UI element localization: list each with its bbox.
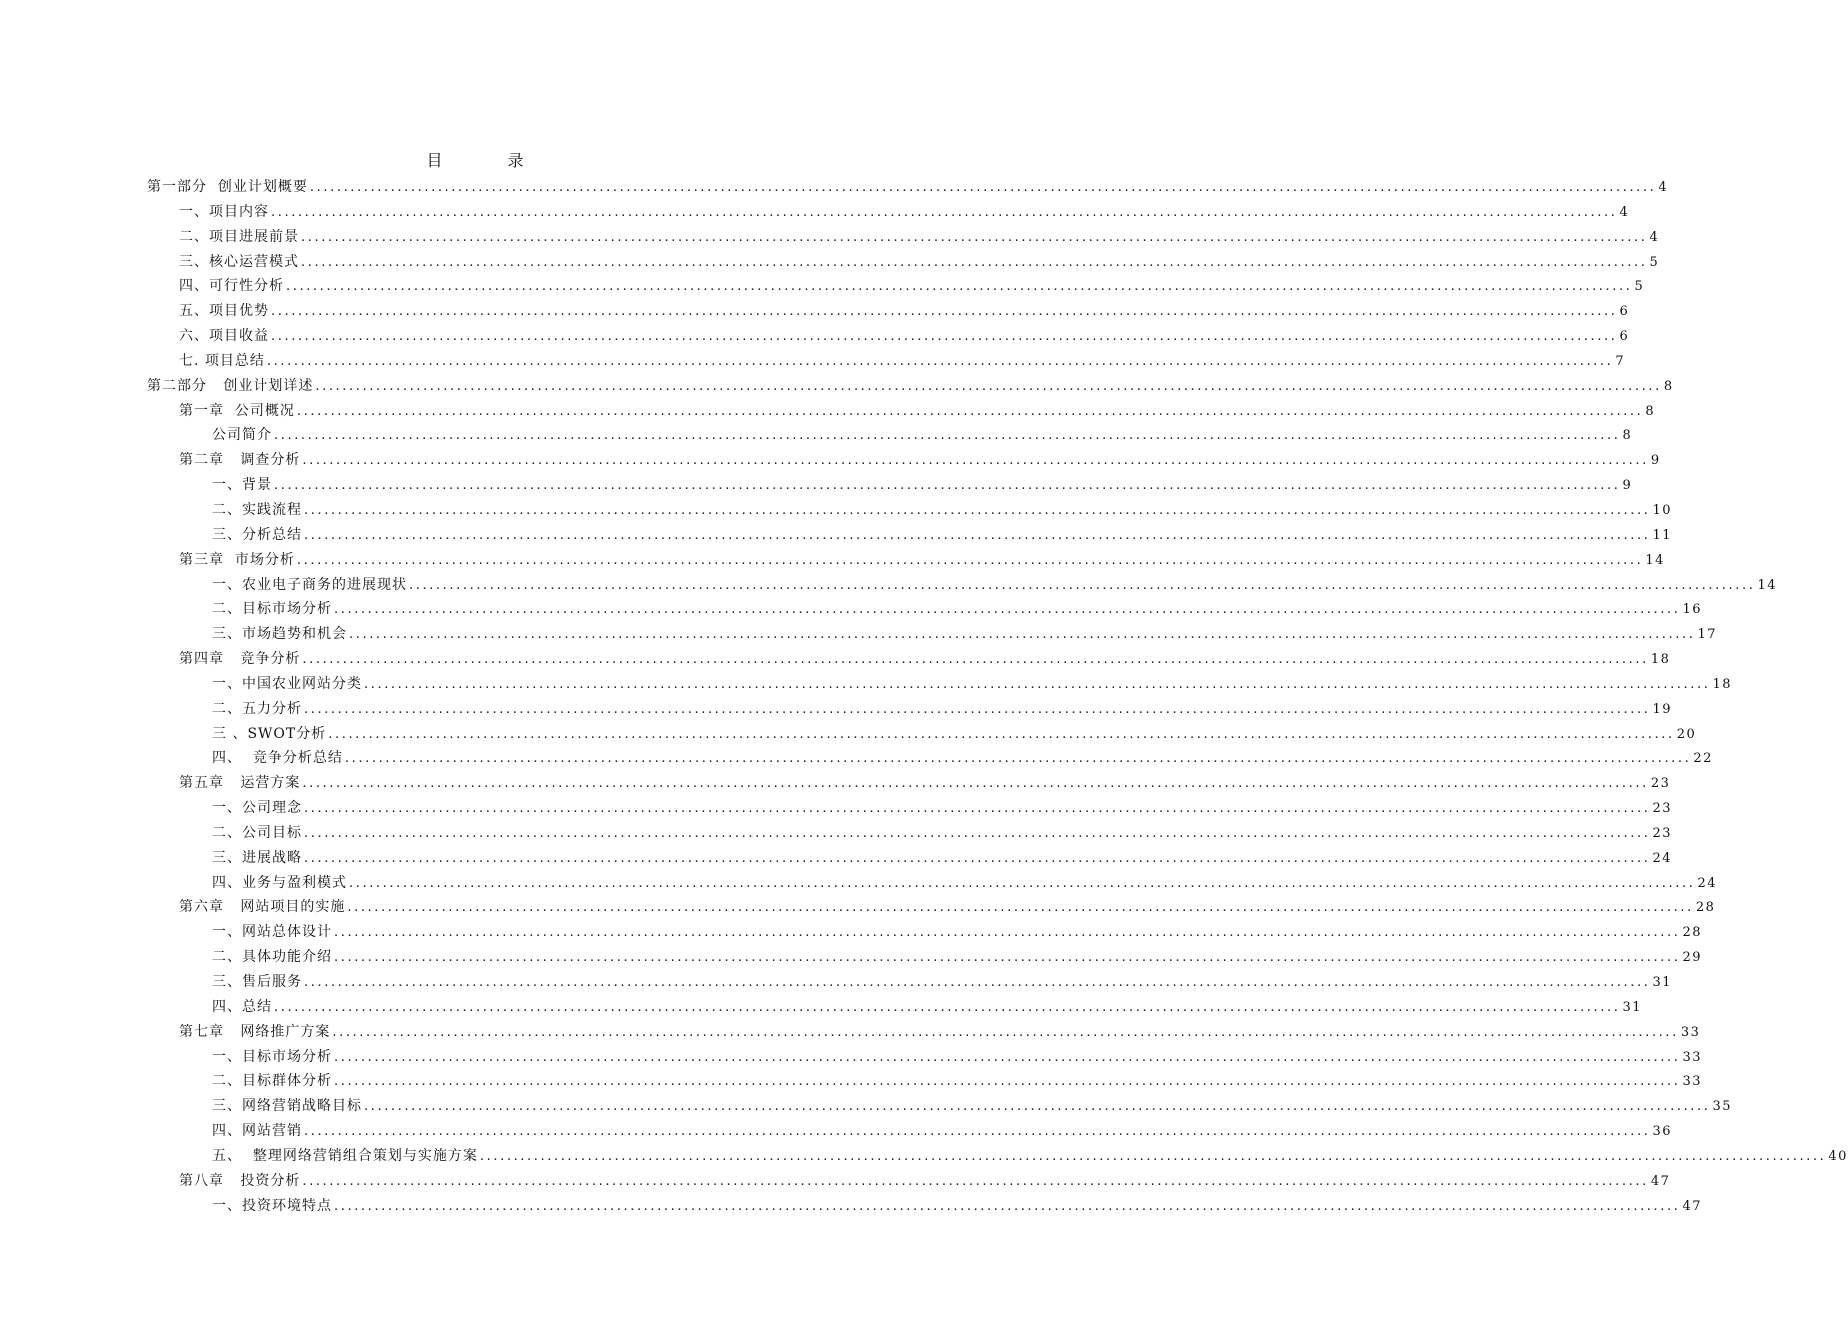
toc-entry[interactable] (147, 821, 1673, 846)
toc-entry-page-number: 8 (1645, 403, 1656, 419)
toc-entry-page-number: 4 (1649, 229, 1660, 245)
toc-entry-text: 七. 项目总结 (179, 352, 265, 369)
toc-entry-page-number: 23 (1650, 776, 1671, 792)
toc-entry-page-number: 19 (1652, 701, 1673, 717)
toc-entry[interactable] (147, 349, 1626, 374)
toc-entry-page-number: 17 (1697, 627, 1718, 643)
toc-entry-page-number: 23 (1652, 801, 1673, 817)
toc-entry-text: 第一章 公司概况 (179, 402, 295, 419)
toc-entry-page-number: 47 (1682, 1198, 1703, 1214)
toc-dot-leader: ........................................................................................................................................................................................................ (364, 1099, 1711, 1115)
toc-entry[interactable] (147, 1045, 1703, 1070)
toc-entry-text: 四、网站营销 (212, 1123, 302, 1140)
toc-dot-leader: ........................................................................................................................................................................................................ (344, 751, 1692, 767)
toc-entry[interactable] (147, 970, 1673, 995)
toc-entry-page-number: 24 (1697, 875, 1718, 891)
toc-entry-text: 五、项目优势 (179, 303, 269, 320)
toc-entry[interactable] (147, 895, 1716, 920)
toc-entry-page-number: 18 (1650, 652, 1671, 668)
toc-entry[interactable] (147, 523, 1673, 548)
toc-entry-page-number: 8 (1622, 428, 1633, 444)
toc-dot-leader: ........................................................................................................................................................................................................ (328, 726, 1675, 742)
toc-entry[interactable] (147, 573, 1778, 598)
toc-entry-page-number: 28 (1695, 900, 1716, 916)
toc-entry-page-number: 40 (1828, 1148, 1848, 1164)
toc-entry-page-number: 11 (1652, 527, 1673, 543)
toc-dot-leader: ........................................................................................................................................................................................................ (304, 502, 1651, 518)
toc-entry[interactable] (147, 746, 1713, 771)
toc-entry-text: 第二章 调查分析 (179, 452, 301, 469)
toc-entry-page-number: 6 (1619, 329, 1630, 345)
toc-dot-leader: ........................................................................................................................................................................................................ (296, 552, 1644, 568)
toc-title: 目 录 (426, 151, 554, 170)
toc-entry[interactable] (147, 324, 1630, 349)
toc-dot-leader: ........................................................................................................................................................................................................ (296, 403, 1644, 419)
toc-entry-page-number: 5 (1634, 279, 1645, 295)
toc-entry-page-number: 4 (1658, 180, 1669, 195)
toc-dot-leader: ........................................................................................................................................................................................................ (301, 254, 1648, 270)
toc-dot-leader: ........................................................................................................................................................................................................ (271, 304, 1618, 320)
toc-entry[interactable] (147, 597, 1703, 622)
toc-entry-text: 第二部分 创业计划详述 (147, 377, 314, 394)
toc-entry[interactable] (147, 498, 1673, 523)
toc-entry-text: 五、 整理网络营销组合策划与实施方案 (212, 1147, 478, 1164)
toc-entry-text: 四、可行性分析 (179, 278, 284, 295)
toc-entry-text: 二、具体功能介绍 (212, 949, 332, 966)
toc-dot-leader: ........................................................................................................................................................................................................ (266, 353, 1614, 369)
toc-entry-text: 三、核心运营模式 (179, 253, 299, 270)
toc-entry-text: 四、总结 (212, 998, 272, 1015)
toc-entry[interactable] (147, 423, 1633, 448)
toc-dot-leader: ........................................................................................................................................................................................................ (302, 652, 1649, 668)
toc-entry[interactable] (147, 1094, 1733, 1119)
toc-entry-text: 三、进展战略 (212, 849, 302, 866)
toc-dot-leader: ........................................................................................................................................................................................................ (302, 453, 1649, 469)
toc-dot-leader: ........................................................................................................................................................................................................ (304, 975, 1651, 990)
toc-dot-leader: ........................................................................................................................................................................................................ (409, 577, 1756, 593)
toc-entry-page-number: 47 (1650, 1173, 1671, 1189)
toc-entry-page-number: 4 (1619, 204, 1630, 220)
toc-entry-page-number: 33 (1682, 1049, 1703, 1065)
toc-entry-page-number: 24 (1652, 850, 1673, 866)
toc-dot-leader: ........................................................................................................................................................................................................ (301, 229, 1648, 245)
toc-entry-page-number: 28 (1682, 925, 1703, 941)
toc-dot-leader: ........................................................................................................................................................................................................ (304, 850, 1651, 866)
toc-dot-leader: ........................................................................................................................................................................................................ (309, 180, 1657, 195)
toc-entry-page-number: 10 (1652, 502, 1673, 518)
toc-entry[interactable] (147, 622, 1718, 647)
toc-entry-page-number: 31 (1652, 975, 1673, 990)
toc-dot-leader: ........................................................................................................................................................................................................ (315, 378, 1662, 394)
toc-entry[interactable] (147, 672, 1733, 697)
toc-dot-leader: ........................................................................................................................................................................................................ (347, 900, 1694, 916)
toc-dot-leader: ........................................................................................................................................................................................................ (349, 875, 1696, 891)
toc-entry-page-number: 5 (1649, 254, 1660, 270)
toc-entry-text: 四、 竞争分析总结 (212, 750, 343, 767)
toc-entry-text: 三、售后服务 (212, 974, 302, 990)
toc-entry[interactable] (147, 771, 1671, 796)
toc-entry-page-number: 6 (1619, 304, 1630, 320)
toc-entry[interactable] (147, 200, 1630, 225)
toc-dot-leader: ........................................................................................................................................................................................................ (304, 825, 1651, 841)
toc-list (147, 175, 1848, 1218)
toc-entry-page-number: 18 (1712, 676, 1733, 692)
toc-dot-leader: ........................................................................................................................................................................................................ (332, 1024, 1679, 1040)
toc-entry-text: 四、业务与盈利模式 (212, 874, 347, 891)
toc-entry-text: 三、网络营销战略目标 (212, 1098, 362, 1115)
toc-dot-leader: ........................................................................................................................................................................................................ (304, 701, 1651, 717)
toc-dot-leader: ........................................................................................................................................................................................................ (302, 776, 1649, 792)
toc-entry-text: 一、目标市场分析 (212, 1048, 332, 1065)
toc-dot-leader: ........................................................................................................................................................................................................ (334, 950, 1681, 966)
toc-entry[interactable] (147, 374, 1674, 399)
toc-entry-text: 一、中国农业网站分类 (212, 675, 362, 692)
toc-entry[interactable] (147, 1194, 1703, 1219)
toc-dot-leader: ........................................................................................................................................................................................................ (271, 329, 1618, 345)
toc-entry-text: 三、市场趋势和机会 (212, 626, 347, 643)
toc-entry-text: 二、五力分析 (212, 700, 302, 717)
toc-entry-page-number: 8 (1663, 378, 1674, 394)
toc-dot-leader: ........................................................................................................................................................................................................ (304, 801, 1651, 817)
toc-entry-page-number: 33 (1680, 1024, 1701, 1040)
toc-entry[interactable] (147, 274, 1645, 299)
toc-entry[interactable] (147, 225, 1660, 250)
toc-entry-text: 第三章 市场分析 (179, 551, 295, 568)
toc-entry-page-number: 16 (1682, 602, 1703, 618)
toc-entry[interactable] (147, 175, 1669, 200)
toc-entry-text: 六、项目收益 (179, 328, 269, 345)
toc-entry-text: 一、公司理念 (212, 800, 302, 817)
toc-entry-text: 第一部分 创业计划概要 (147, 179, 308, 195)
toc-entry-text: 二、目标市场分析 (212, 601, 332, 618)
toc-entry-text: 一、网站总体设计 (212, 924, 332, 941)
toc-entry-text: 一、投资环境特点 (212, 1197, 332, 1214)
toc-entry[interactable] (147, 697, 1673, 722)
toc-dot-leader: ........................................................................................................................................................................................................ (334, 1198, 1681, 1214)
toc-dot-leader: ........................................................................................................................................................................................................ (274, 999, 1621, 1015)
toc-dot-leader: ........................................................................................................................................................................................................ (271, 204, 1618, 220)
toc-entry-page-number: 29 (1682, 950, 1703, 966)
toc-dot-leader: ........................................................................................................................................................................................................ (334, 1074, 1681, 1090)
toc-entry-text: 三 、SWOT分析 (212, 725, 327, 742)
toc-entry-page-number: 20 (1676, 726, 1697, 742)
toc-entry-page-number: 35 (1712, 1099, 1733, 1115)
toc-entry[interactable] (147, 548, 1665, 573)
toc-entry[interactable] (147, 647, 1671, 672)
toc-dot-leader: ........................................................................................................................................................................................................ (274, 478, 1621, 494)
toc-entry[interactable] (147, 920, 1703, 945)
toc-dot-leader: ........................................................................................................................................................................................................ (302, 1173, 1649, 1189)
toc-entry-text: 二、公司目标 (212, 824, 302, 841)
toc-entry-text: 第六章 网站项目的实施 (179, 899, 346, 916)
toc-dot-leader: ........................................................................................................................................................................................................ (334, 602, 1681, 618)
toc-entry-page-number: 22 (1693, 751, 1713, 767)
toc-entry-page-number: 9 (1622, 478, 1633, 494)
toc-entry-page-number: 14 (1757, 577, 1778, 593)
toc-dot-leader: ........................................................................................................................................................................................................ (286, 279, 1633, 295)
toc-entry-page-number: 14 (1645, 552, 1665, 568)
toc-entry[interactable] (147, 871, 1718, 896)
toc-entry-text: 二、目标群体分析 (212, 1073, 332, 1090)
toc-entry-text: 一、农业电子商务的进展现状 (212, 576, 407, 593)
toc-entry-page-number: 36 (1652, 1124, 1673, 1140)
toc-entry[interactable] (147, 299, 1630, 324)
toc-entry-page-number: 23 (1652, 825, 1673, 841)
toc-entry[interactable] (147, 399, 1656, 424)
toc-entry[interactable] (147, 1144, 1848, 1169)
toc-entry-page-number: 33 (1682, 1074, 1703, 1090)
toc-entry[interactable] (147, 1069, 1703, 1094)
toc-entry[interactable] (147, 722, 1697, 747)
toc-entry-text: 第四章 竞争分析 (179, 651, 301, 668)
toc-entry[interactable] (147, 473, 1633, 498)
toc-entry[interactable] (147, 1169, 1671, 1194)
toc-entry[interactable] (147, 1119, 1673, 1144)
toc-entry[interactable] (147, 995, 1643, 1020)
toc-entry[interactable] (147, 846, 1673, 871)
toc-entry-text: 二、项目进展前景 (179, 228, 299, 245)
toc-entry-page-number: 7 (1615, 353, 1626, 369)
toc-entry-text: 第八章 投资分析 (179, 1172, 301, 1189)
toc-entry[interactable] (147, 945, 1703, 970)
toc-entry-text: 一、背景 (212, 477, 272, 494)
toc-entry-text: 三、分析总结 (212, 526, 302, 543)
toc-entry-text: 第五章 运营方案 (179, 775, 301, 792)
toc-dot-leader: ........................................................................................................................................................................................................ (274, 428, 1621, 444)
toc-dot-leader: ........................................................................................................................................................................................................ (334, 1049, 1681, 1065)
toc-dot-leader: ........................................................................................................................................................................................................ (334, 925, 1681, 941)
toc-dot-leader: ........................................................................................................................................................................................................ (349, 627, 1696, 643)
toc-entry[interactable] (147, 796, 1673, 821)
toc-dot-leader: ........................................................................................................................................................................................................ (364, 676, 1711, 692)
toc-entry-text: 一、项目内容 (179, 203, 269, 220)
toc-entry-text: 二、实践流程 (212, 501, 302, 518)
toc-entry-page-number: 31 (1622, 999, 1643, 1015)
toc-dot-leader: ........................................................................................................................................................................................................ (479, 1148, 1827, 1164)
toc-dot-leader: ........................................................................................................................................................................................................ (304, 527, 1651, 543)
toc-dot-leader: ........................................................................................................................................................................................................ (304, 1124, 1651, 1140)
toc-entry[interactable] (147, 448, 1661, 473)
toc-entry[interactable] (147, 1020, 1701, 1045)
toc-entry-text: 第七章 网络推广方案 (179, 1023, 331, 1040)
toc-entry-page-number: 9 (1650, 453, 1661, 469)
toc-entry-text: 公司简介 (212, 427, 272, 444)
toc-entry[interactable] (147, 250, 1660, 275)
